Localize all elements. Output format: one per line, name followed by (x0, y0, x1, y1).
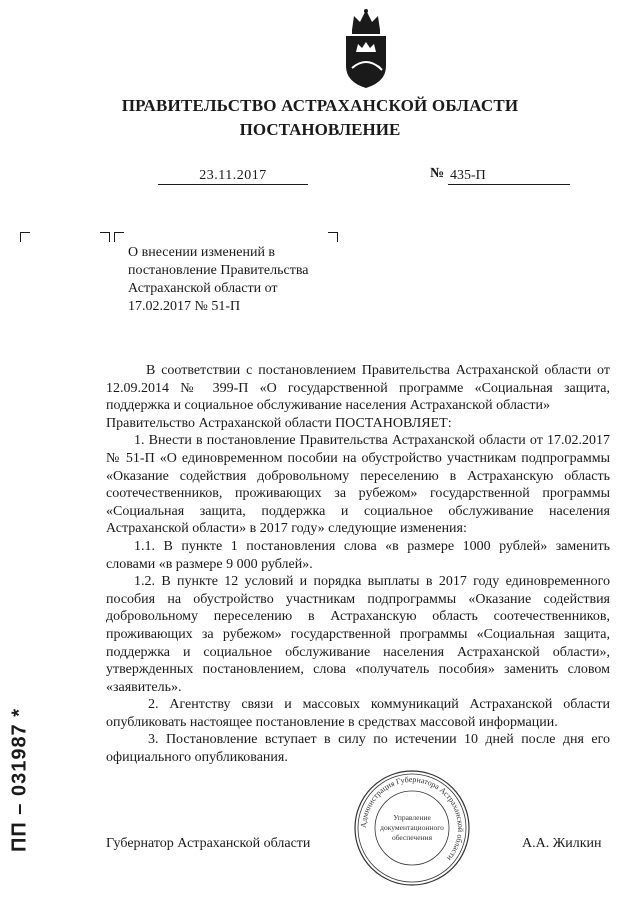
subject-line: 17.02.2017 № 51-П (128, 299, 241, 314)
clause-1: 1. Внести в постановление Правительства Астраханской области от 17.02.2017 № 51-П «О единовременном пособии на обустройство участникам подпрограммы «Оказание содействия добровольному переселению в Астраханскую область соотечественников, проживающих за рубежом» государственной программы «Социальная защита, поддержка и социальное обслуживание населения Астраханской области» в 2017 году» следующие изменения: (106, 433, 610, 537)
seal-center-line: Управление (393, 813, 431, 822)
subject-line: О внесении изменений в (128, 245, 276, 260)
corner-mark (20, 232, 30, 242)
clause-1-2: 1.2. В пункте 12 условий и порядка выплаты в 2017 году единовременного пособия на обустройство участникам подпрограммы «Оказание содействия добровольному переселению в Астраханскую область соотечественников, проживающих за рубежом» государственной программы «Социальная защита, поддержка и социальное обслуживание населения Астраханской области», утвержденных постановлением, слова «получатель пособия» заменить словом «заявитель». (106, 574, 610, 695)
clause-1-1: 1.1. В пункте 1 постановления слова «в размере 1000 рублей» заменить словами «в размере 9 000 рублей». (106, 538, 610, 572)
signer-title: Губернатор Астраханской области (106, 836, 311, 851)
preamble-paragraph: В соответствии с постановлением Правительства Астраханской области от 12.09.2014 № 399-П «О государственной программе «Социальная защита, поддержка и социальное обслуживание населения Астраханской области» (106, 363, 610, 414)
document-number: 435-П (448, 168, 570, 185)
number-label: № (430, 166, 445, 181)
corner-mark (100, 232, 110, 242)
document-body (106, 362, 610, 767)
official-seal-icon (352, 768, 472, 888)
corner-mark (114, 232, 124, 242)
clause-3: 3. Постановление вступает в силу по истечении 10 дней после дня его официального опубликования. (106, 732, 610, 766)
signer-name: А.А. Жилкин (522, 836, 602, 851)
coat-of-arms-icon (340, 8, 392, 90)
subject-line: Астраханской области от (128, 281, 278, 296)
seal-ring-text: Администрация Губернатора Астраханской области (358, 774, 466, 863)
registration-stamp (2, 700, 38, 860)
document-type: ПОСТАНОВЛЕНИЕ (239, 120, 401, 139)
registration-number: ПП – 031987 * (8, 707, 31, 853)
subject-line: постановление Правительства (128, 263, 309, 278)
government-title: ПРАВИТЕЛЬСТВО АСТРАХАНСКОЙ ОБЛАСТИ (121, 96, 519, 115)
document-date: 23.11.2017 (158, 168, 308, 185)
clause-2: 2. Агентству связи и массовых коммуникаций Астраханской области опубликовать настоящее постановление в средствах массовой информации. (106, 697, 610, 730)
preamble-resolution: Правительство Астраханской области ПОСТАНОВЛЯЕТ: (106, 415, 452, 431)
seal-center-line: документационного (380, 823, 444, 832)
seal-center-line: обеспечения (391, 833, 433, 842)
corner-mark (328, 232, 338, 242)
document-subject (128, 244, 358, 316)
